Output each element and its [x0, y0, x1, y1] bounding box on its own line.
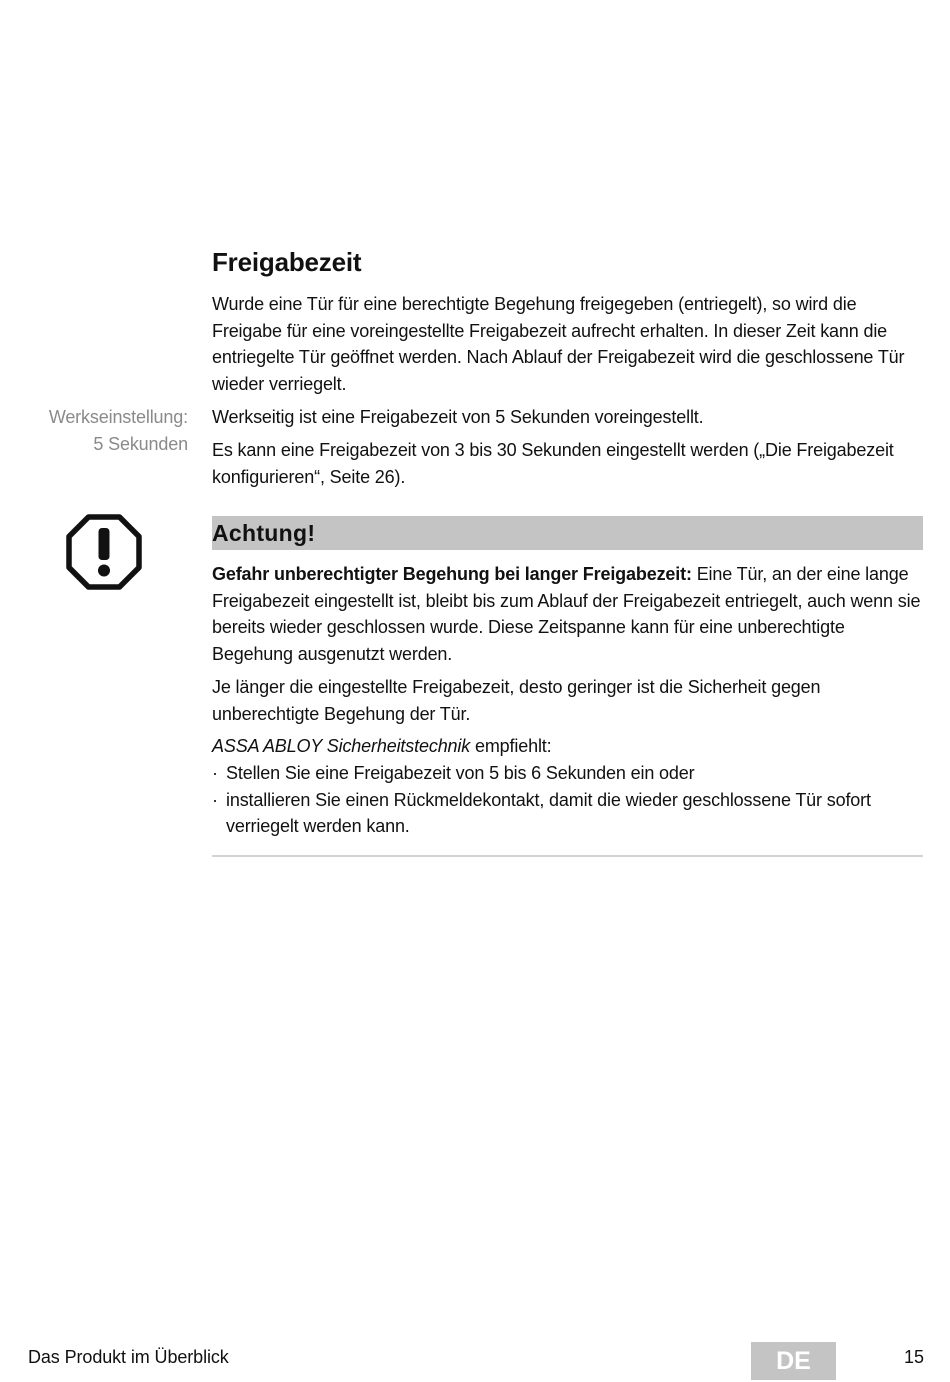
warning-paragraph-security: Je länger die eingestellte Freigabezeit, desto geringer ist die Sicherheit gegen unberechtigte Begehung der Tür.: [212, 677, 821, 724]
recommendation-list: [212, 760, 924, 840]
factory-setting-label: Werkseinstellung:: [48, 407, 188, 427]
warning-octagon-exclamation-icon: [66, 514, 142, 590]
section-paragraph-range: Es kann eine Freigabezeit von 3 bis 30 Sekunden eingestellt werden („Die Freigabezeit konfigurieren“, Seite 26).: [212, 440, 894, 487]
factory-setting-note: [8, 404, 188, 457]
recommendation-verb: empfiehlt:: [470, 736, 552, 756]
warning-divider: [212, 855, 923, 857]
bullet-marker: ·: [212, 789, 218, 810]
list-item-text: installieren Sie einen Rückmeldekontakt, damit die wieder geschlossene Tür sofort verriegelt werden kann.: [226, 789, 871, 836]
bullet-marker: ·: [212, 763, 218, 783]
section-paragraph-default: Werkseitig ist eine Freigabezeit von 5 Sekunden voreingestellt.: [212, 407, 704, 427]
page-number: 15: [903, 1347, 924, 1367]
warning-risk-bold: Gefahr unberechtigter Begehung bei langer Freigabezeit:: [212, 564, 692, 584]
list-item: [212, 787, 924, 840]
section-paragraph-intro: Wurde eine Tür für eine berechtigte Begehung freigegeben (entriegelt), so wird die Freigabe für eine voreingestellte Freigabezeit aufrecht erhalten. In dieser Zeit kann die entriegelte Tür geöffnet werden. Nach Ablauf der Freigabezeit wird die geschlossene Tür wieder verriegelt.: [212, 294, 905, 394]
warning-risk-text: Eine Tür, an der eine lange Freigabezeit eingestellt ist, bleibt bis zum Ablauf der Freigabezeit entriegelt, auch wenn sie bereits wieder geschlossen wurde. Diese Zeitspanne kann für eine unberechtigte Begehung ausgenutzt werden.: [212, 564, 921, 664]
warning-title: Achtung!: [212, 520, 316, 546]
language-badge: DE: [751, 1342, 836, 1380]
footer-section-title: Das Produkt im Überblick: [28, 1347, 229, 1367]
warning-recommendation-intro: [212, 733, 924, 760]
section-heading: Freigabezeit: [212, 247, 362, 277]
warning-paragraph-risk: [212, 561, 924, 667]
list-item-text: Stellen Sie eine Freigabezeit von 5 bis 6 Sekunden ein oder: [226, 763, 695, 783]
company-name: ASSA ABLOY Sicherheitstechnik: [212, 736, 471, 756]
list-item: [212, 760, 924, 787]
warning-title-bar: [212, 516, 923, 550]
factory-setting-value: 5 Sekunden: [93, 433, 188, 454]
